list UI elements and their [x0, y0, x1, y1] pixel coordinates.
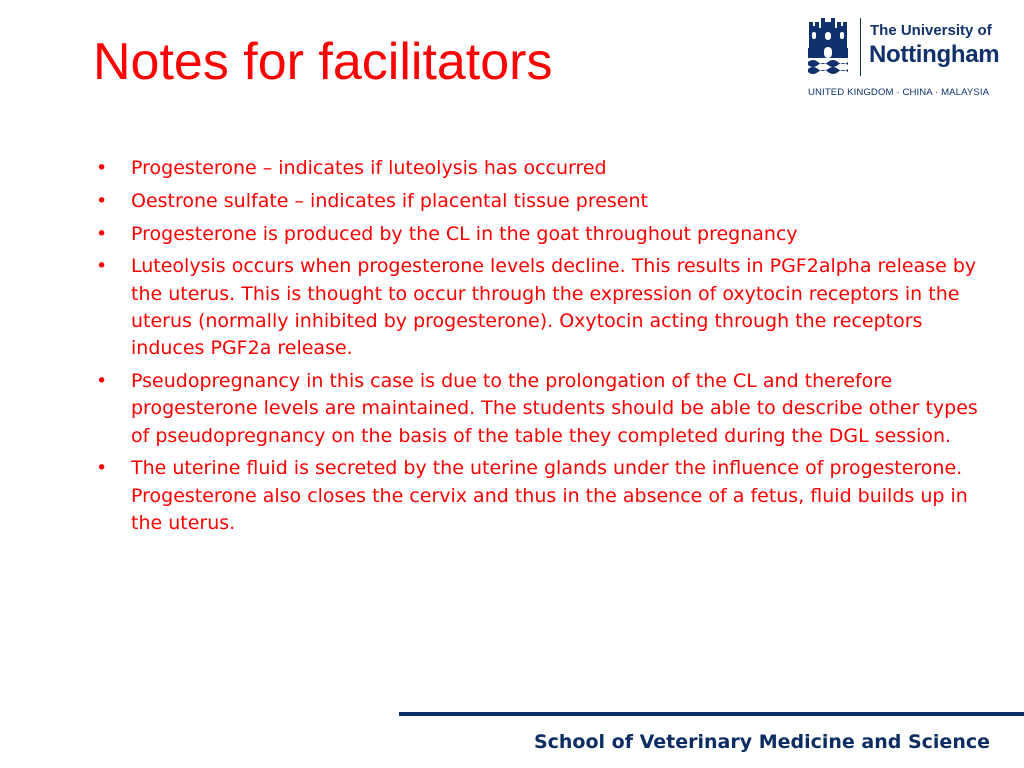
bullet-marker: •	[96, 370, 108, 393]
bullet-list	[96, 155, 1001, 543]
footer-school-name: School of Veterinary Medicine and Science	[533, 731, 990, 753]
university-logo	[806, 16, 1006, 102]
bullet-marker: •	[96, 255, 108, 278]
bullet-item	[96, 253, 1001, 362]
logo-divider	[860, 18, 861, 76]
bullet-marker: •	[96, 222, 108, 245]
footer-divider	[399, 712, 1024, 716]
bullet-text: Progesterone is produced by the CL in the goat throughout pregnancy	[131, 222, 798, 245]
bullet-text: Luteolysis occurs when progesterone levels decline. This results in PGF2alpha release by the uterus. This is thought to occur through the expression of oxytocin receptors in the uterus (normally inhibited by progesterone). Oxytocin acting through the receptors induces PGF2a release.	[131, 255, 977, 360]
bullet-item	[96, 221, 1001, 248]
logo-tagline: UNITED KINGDOM · CHINA · MALAYSIA	[808, 87, 990, 98]
bullet-item	[96, 368, 1001, 450]
bullet-text: The uterine fluid is secreted by the uterine glands under the influence of progesterone. Progesterone also closes the cervix and thus in the absence of a fetus, fluid builds up in the uterus.	[131, 457, 968, 535]
bullet-item	[96, 455, 1001, 537]
bullet-text: Oestrone sulfate – indicates if placental tissue present	[131, 189, 648, 212]
bullet-marker: •	[96, 157, 108, 179]
bullet-text: Progesterone – indicates if luteolysis has occurred	[131, 157, 607, 179]
bullet-marker: •	[96, 189, 108, 212]
castle-crest-icon	[806, 16, 850, 80]
logo-line-1: The University of	[870, 22, 992, 39]
page-title: Notes for facilitators	[93, 33, 553, 91]
bullet-marker: •	[96, 457, 108, 480]
bullet-item	[96, 155, 1001, 182]
logo-line-2: Nottingham	[869, 41, 1000, 68]
bullet-item	[96, 188, 1001, 215]
bullet-text: Pseudopregnancy in this case is due to the prolongation of the CL and therefore progesterone levels are maintained. The students should be able to describe other types of pseudopregnancy on the basis of the table they completed during the DGL session.	[131, 370, 978, 447]
